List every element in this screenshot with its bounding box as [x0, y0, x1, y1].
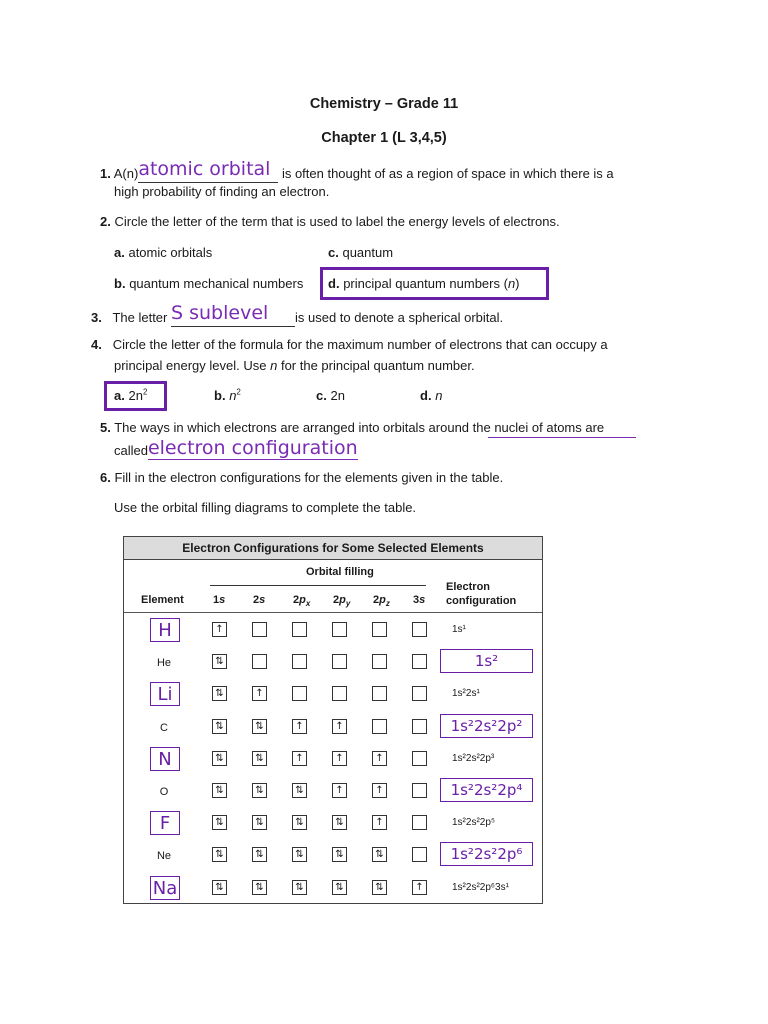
element-Ne: Ne: [156, 850, 172, 863]
table-row: [124, 875, 542, 905]
q3-prefix: The letter: [112, 310, 168, 325]
table-row: [124, 649, 542, 679]
orbital-box-2py: [332, 654, 347, 669]
q1-answer: atomic orbital: [138, 158, 271, 180]
q1-number: 1.: [100, 166, 111, 181]
orbital-header-3s: 3s: [413, 594, 426, 606]
q2-answer-circle: [320, 267, 549, 300]
table-row: [124, 681, 542, 711]
orbital-box-3s: [412, 751, 427, 766]
orbital-box-2py: ↑: [332, 783, 347, 798]
q3-number: 3.: [91, 310, 102, 325]
element-H: H: [150, 618, 180, 642]
electron-header: Electron: [446, 581, 491, 593]
configuration-header: configuration: [446, 595, 517, 607]
table-row: [124, 842, 542, 872]
orbital-box-1s: ↑: [212, 622, 227, 637]
q2-option-c: c. quantum: [328, 245, 394, 260]
q5-line2: calledelectron configuration: [114, 437, 358, 459]
orbital-box-2pz: ↑: [372, 783, 387, 798]
orbital-box-3s: [412, 622, 427, 637]
orbital-box-1s: ⇅: [212, 880, 227, 895]
orbital-box-2pz: [372, 654, 387, 669]
orbital-box-2py: [332, 686, 347, 701]
orbital-box-2s: ↑: [252, 686, 267, 701]
q4-option-c: c. 2n: [316, 388, 345, 403]
question-2: [100, 213, 560, 231]
q6-number: 6.: [100, 470, 111, 485]
orbital-header-2pz: $2p_z$: [373, 594, 390, 609]
element-Li: Li: [150, 682, 180, 706]
orbital-box-1s: ⇅: [212, 847, 227, 862]
orbital-box-2s: ⇅: [252, 880, 267, 895]
orbital-box-2px: [292, 686, 307, 701]
orbital-box-3s: [412, 847, 427, 862]
orbital-box-2py: ⇅: [332, 815, 347, 830]
orbital-box-3s: [412, 654, 427, 669]
element-C: C: [160, 721, 168, 734]
q2-option-a: a. atomic orbitals: [114, 245, 213, 260]
orbital-header-2py: $2p_y$: [333, 594, 351, 609]
header-rule: [124, 612, 542, 613]
q4-text-line1: Circle the letter of the formula for the maximum number of electrons that can occupy a: [112, 337, 608, 352]
q4-option-a: a. $2n^2$: [114, 387, 148, 403]
orbital-box-2s: ⇅: [252, 751, 267, 766]
electron-configuration: 1s²: [440, 649, 533, 673]
q5-underline: [488, 437, 636, 438]
q1-text: is often thought of as a region of space in which there is a: [281, 166, 614, 181]
orbital-box-2px: ⇅: [292, 880, 307, 895]
q4-answer-circle: [104, 381, 167, 411]
electron-configuration: 1s²2s²2p⁶: [440, 842, 533, 866]
electron-configuration: 1s²2s²2p⁴: [440, 778, 533, 802]
q3-answer: S sublevel: [171, 302, 269, 324]
q5-answer: electron configuration: [147, 437, 358, 459]
element-He: He: [156, 657, 172, 670]
table-row: [124, 617, 542, 647]
orbital-box-2pz: [372, 686, 387, 701]
question-4: [91, 336, 608, 354]
table-row: [124, 810, 542, 840]
element-O: O: [159, 786, 169, 798]
orbital-box-2py: ⇅: [332, 880, 347, 895]
orbital-box-2px: [292, 622, 307, 637]
q4-number: 4.: [91, 337, 102, 352]
page-title: Chemistry – Grade 11: [309, 96, 459, 112]
q2-number: 2.: [100, 214, 111, 229]
orbital-box-2pz: ⇅: [372, 880, 387, 895]
table-frame: [123, 536, 543, 904]
orbital-box-2py: ↑: [332, 719, 347, 734]
q5-text: The ways in which electrons are arranged into orbitals around the nuclei of atoms are: [114, 420, 605, 435]
element-F: F: [150, 811, 180, 835]
orbital-box-2py: ↑: [332, 751, 347, 766]
orbital-box-3s: ↑: [412, 880, 427, 895]
q6-line2: Use the orbital filling diagrams to complete the table.: [114, 500, 417, 515]
q1-line2: high probability of finding an electron.: [114, 184, 330, 199]
element-N: N: [150, 747, 180, 771]
orbital-box-1s: ⇅: [212, 654, 227, 669]
question-3: [91, 302, 504, 327]
q4-option-b: b. $n^2$: [214, 387, 241, 403]
orbital-box-1s: ⇅: [212, 751, 227, 766]
table-title: Electron Configurations for Some Selected Elements: [124, 537, 542, 560]
orbital-box-3s: [412, 815, 427, 830]
orbital-box-1s: ⇅: [212, 815, 227, 830]
orbital-box-2s: [252, 654, 267, 669]
element-Na: Na: [150, 876, 180, 900]
electron-configuration: 1s²2s²2p³: [452, 752, 495, 764]
element-header: Element: [141, 594, 184, 606]
q1-prefix: A(n): [113, 166, 139, 181]
orbital-header-1s: 1s: [213, 594, 226, 606]
orbital-filling-header: Orbital filling: [306, 566, 374, 578]
electron-configuration: 1s¹: [452, 624, 466, 635]
table-row: [124, 746, 542, 776]
orbital-box-2pz: ↑: [372, 815, 387, 830]
orbital-box-2px: [292, 654, 307, 669]
orbital-box-2s: ⇅: [252, 719, 267, 734]
orbital-box-3s: [412, 719, 427, 734]
q5-number: 5.: [100, 420, 111, 435]
q2-text: Circle the letter of the term that is used to label the energy levels of electrons.: [114, 214, 560, 229]
electron-configuration: 1s²2s²2p⁶3s¹: [452, 881, 509, 893]
orbital-header-2px: $2p_x$: [293, 594, 311, 609]
orbital-box-2px: ⇅: [292, 783, 307, 798]
orbital-box-2s: ⇅: [252, 783, 267, 798]
orbital-box-2py: [332, 622, 347, 637]
orbital-box-2px: ⇅: [292, 815, 307, 830]
orbital-box-2pz: [372, 622, 387, 637]
q4-line2: principal energy level. Use n for the principal quantum number.: [114, 358, 475, 373]
orbital-box-3s: [412, 783, 427, 798]
electron-configuration: 1s²2s¹: [452, 688, 480, 700]
orbital-box-2px: ↑: [292, 719, 307, 734]
orbital-box-2px: ⇅: [292, 847, 307, 862]
orbital-header-rule: [210, 585, 426, 586]
electron-config-table: [115, 530, 546, 906]
orbital-box-2pz: ↑: [372, 751, 387, 766]
orbital-box-2pz: [372, 719, 387, 734]
orbital-box-2py: ⇅: [332, 847, 347, 862]
orbital-box-3s: [412, 686, 427, 701]
orbital-box-1s: ⇅: [212, 719, 227, 734]
q4-option-d: d. n: [420, 388, 443, 403]
orbital-box-2s: ⇅: [252, 847, 267, 862]
question-1: [100, 158, 614, 183]
question-5: [100, 419, 604, 437]
table-row: [124, 778, 542, 808]
table-row: [124, 714, 542, 744]
orbital-box-2px: ↑: [292, 751, 307, 766]
q6-text: Fill in the electron configurations for the elements given in the table.: [114, 470, 504, 485]
electron-configuration: 1s²2s²2p⁵: [452, 817, 496, 829]
q2-option-b: b. quantum mechanical numbers: [114, 276, 304, 291]
question-6: [100, 469, 503, 487]
electron-configuration: 1s²2s²2p²: [440, 714, 533, 738]
orbital-box-2s: ⇅: [252, 815, 267, 830]
q3-text: is used to denote a spherical orbital.: [295, 310, 504, 325]
orbital-box-1s: ⇅: [212, 783, 227, 798]
chapter-subtitle: Chapter 1 (L 3,4,5): [321, 130, 447, 146]
orbital-header-2s: 2s: [253, 594, 266, 606]
orbital-box-2s: [252, 622, 267, 637]
orbital-box-2pz: ⇅: [372, 847, 387, 862]
orbital-box-1s: ⇅: [212, 686, 227, 701]
q2-option-d: d. principal quantum numbers (n): [328, 276, 520, 291]
